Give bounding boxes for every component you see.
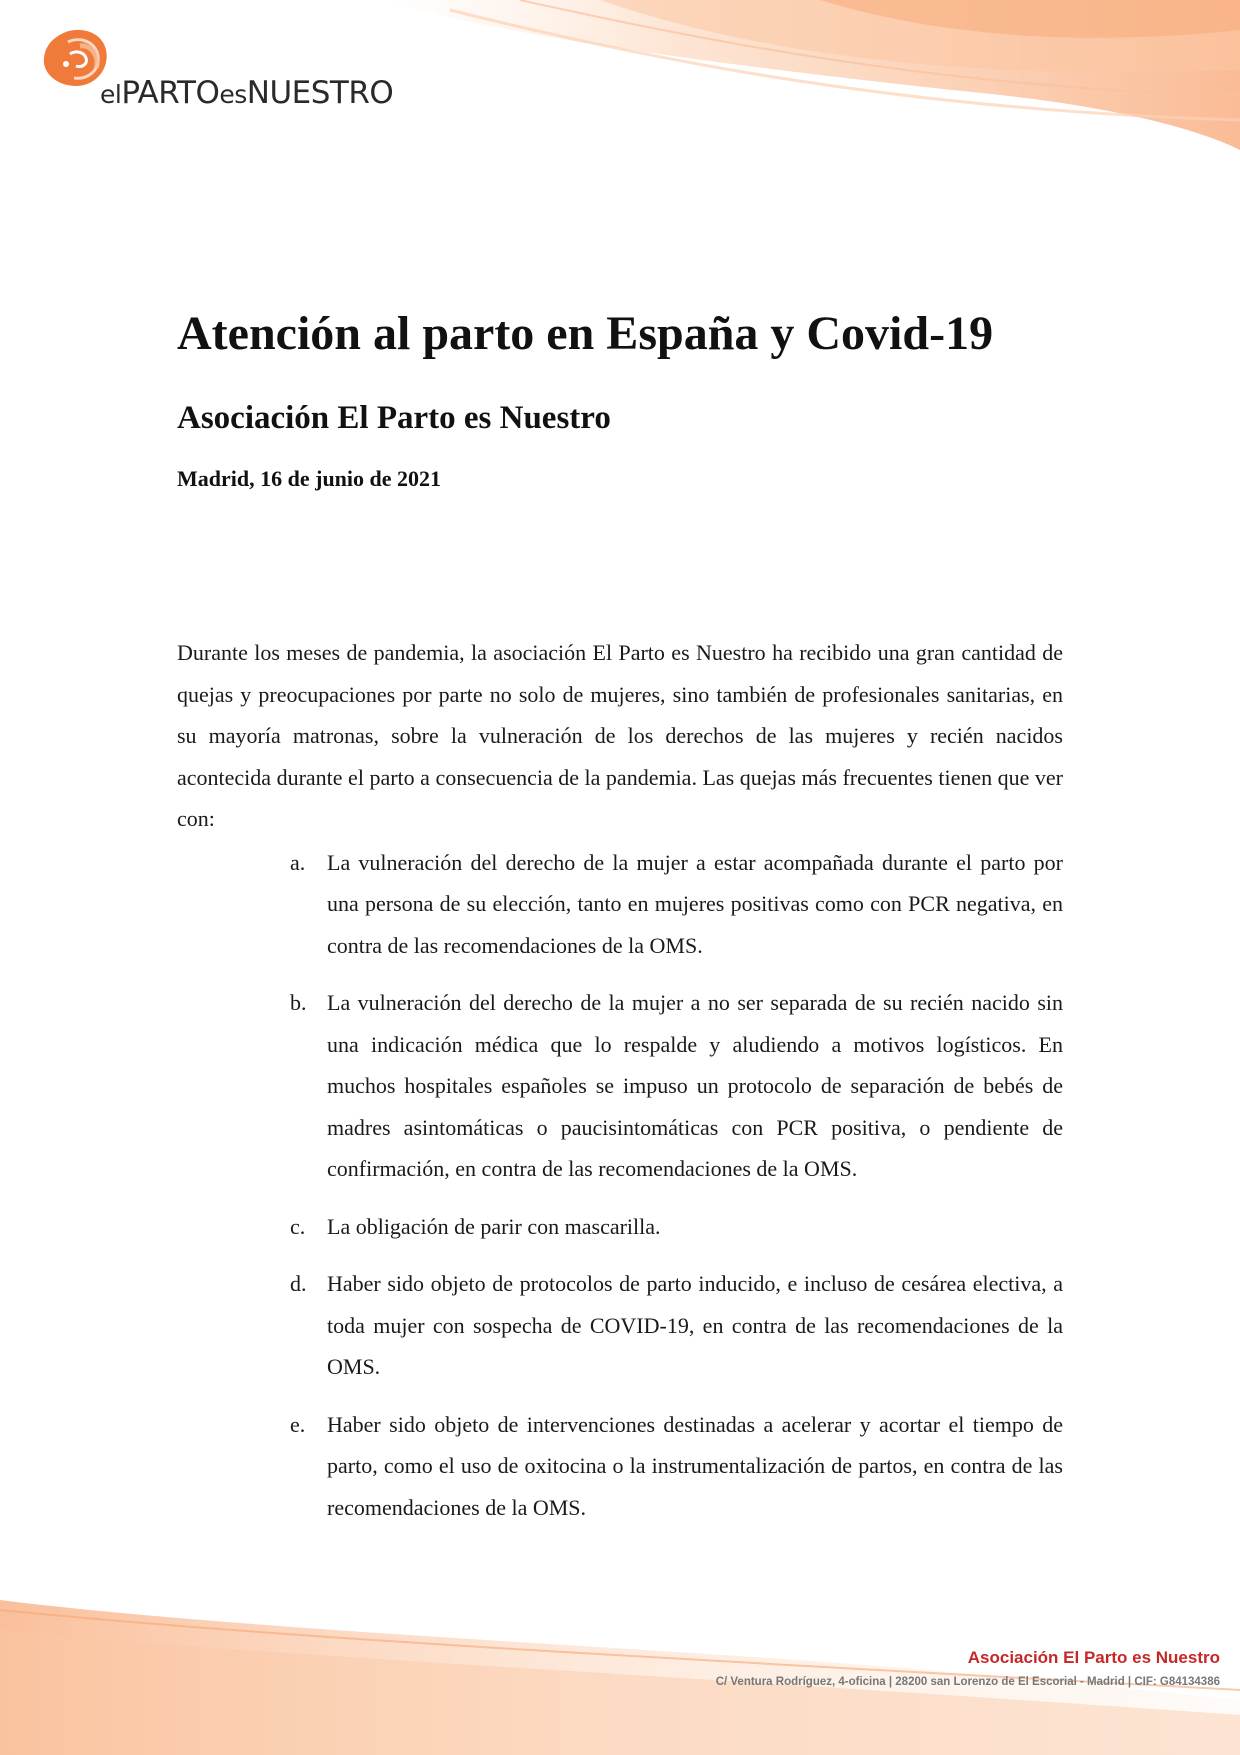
list-marker: e. xyxy=(290,1411,306,1437)
intro-paragraph: Durante los meses de pandemia, la asociación El Parto es Nuestro ha recibido una gran cantidad de quejas y preocupaciones por parte no solo de mujeres, sino también de profesionales sanitarias, en su mayoría matronas, sobre la vulneración de los derechos de las mujeres y recién nacidos acontecida durante el parto a consecuencia de la pandemia. Las quejas más frecuentes tienen que ver con: xyxy=(177,640,1063,832)
list-item xyxy=(290,1206,1063,1248)
document-body xyxy=(177,305,1063,1544)
list-item-text: Haber sido objeto de intervenciones destinadas a acelerar y acortar el tiempo de parto, como el uso de oxitocina o la instrumentalización de partos, en contra de las recomendaciones de la OMS. xyxy=(327,1411,1063,1520)
list-marker: d. xyxy=(290,1271,307,1297)
list-item xyxy=(290,1404,1063,1529)
list-item xyxy=(290,982,1063,1190)
complaints-list xyxy=(177,842,1063,1529)
list-item-text: La obligación de parir con mascarilla. xyxy=(327,1213,661,1239)
list-marker: a. xyxy=(290,849,306,875)
list-item xyxy=(290,842,1063,967)
logo-wordmark: elPARTOesNUESTRO xyxy=(100,75,394,111)
footer-address: C/ Ventura Rodríguez, 4-oficina | 28200 san Lorenzo de El Escorial - Madrid | CIF: G84134386 xyxy=(715,1676,1220,1688)
list-item-text: La vulneración del derecho de la mujer a estar acompañada durante el parto por una persona de su elección, tanto en mujeres positivas como con PCR negativa, en contra de las recomendaciones de la OMS. xyxy=(327,849,1063,958)
document-title: Atención al parto en España y Covid-19 xyxy=(177,307,994,360)
list-item xyxy=(290,1263,1063,1388)
document-subtitle: Asociación El Parto es Nuestro xyxy=(177,399,611,436)
list-marker: b. xyxy=(290,990,307,1016)
list-item-text: Haber sido objeto de protocolos de parto inducido, e incluso de cesárea electiva, a toda mujer con sospecha de COVID-19, en contra de las recomendaciones de la OMS. xyxy=(327,1271,1063,1380)
page-footer xyxy=(716,1648,1220,1688)
brand-logo xyxy=(40,28,440,123)
footer-organization: Asociación El Parto es Nuestro xyxy=(967,1648,1220,1667)
list-marker: c. xyxy=(290,1213,306,1239)
list-item-text: La vulneración del derecho de la mujer a no ser separada de su recién nacido sin una indicación médica que lo respalde y aludiendo a motivos logísticos. En muchos hospitales españoles se impuso un protocolo de separación de bebés de madres asintomáticas o paucisintomáticas con PCR positiva, o pendiente de confirmación, en contra de las recomendaciones de la OMS. xyxy=(327,990,1063,1182)
document-date: Madrid, 16 de junio de 2021 xyxy=(177,466,442,492)
